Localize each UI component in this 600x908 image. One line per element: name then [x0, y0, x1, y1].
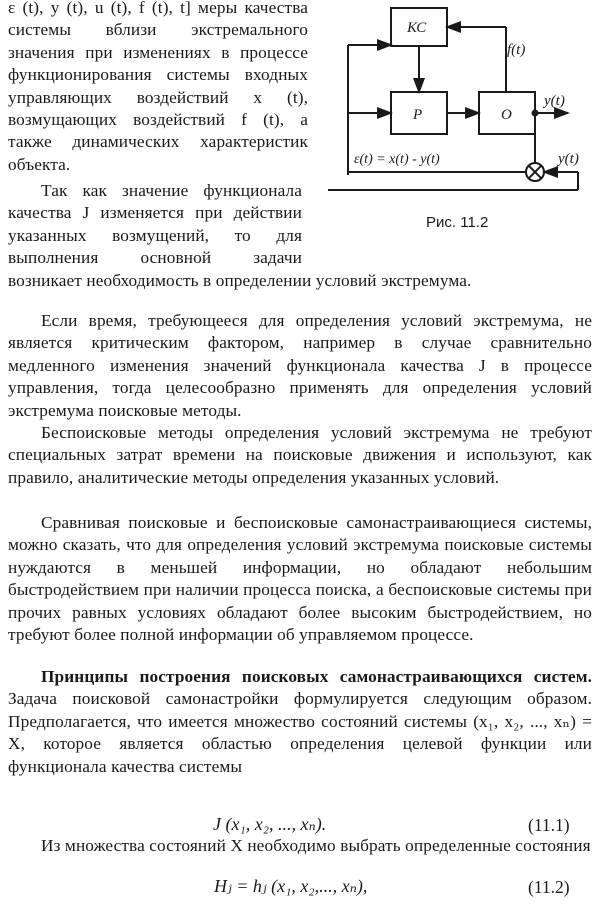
label-eps: ε(t) = x(t) - y(t) — [354, 152, 440, 167]
label-ks: КС — [407, 20, 427, 36]
block-diagram-figure — [308, 0, 598, 215]
paragraph-principles-text: Задача поисковой самонастройки формулируется следующим образом. Предполагается, что имеется множество состояний системы (x₁, x₂, ..., xₙ) = X, которое является областью определения целевой функции или функционала качества системы — [8, 689, 592, 776]
label-o: О — [501, 107, 512, 123]
label-f: f(t) — [507, 42, 526, 58]
equation-11-1: J (x₁, x₂, ..., xₙ). — [213, 814, 327, 834]
equation-11-2-number: (11.2) — [528, 877, 570, 897]
paragraph-comparison: Сравнивая поисковые и беспоисковые самонастраивающиеся системы, можно сказать, что для определения условий экстремума поисковые системы нуждаются в меньшей информации, но обладают небольшим быстродействием при наличии процесса поиска, а беспоисковые системы при прочих равных условиях обладают более высоким быстродействием, но требуют более полной информации об управляемом процессе. — [8, 513, 592, 645]
paragraph-intro: ε (t), y (t), u (t), f (t), t] меры качества системы вблизи экстремального значения при изменениях в процессе функционирования системы входных управляющих воздействий x (t), возмущающих воздействий f (t), а также динамических характеристик объекта. — [8, 0, 308, 174]
label-y-out: y(t) — [544, 93, 565, 109]
equation-11-1-number: (11.1) — [528, 815, 570, 835]
label-p: Р — [413, 107, 423, 123]
equation-11-2: Hⱼ = hⱼ (x₁, x₂,..., xₙ), — [214, 876, 368, 896]
paragraph-principles — [8, 666, 592, 778]
figure-caption: Рис. 11.2 — [426, 214, 489, 231]
paragraph-searchless-methods: Беспоисковые методы определения условий экстремума не требуют специальных затрат времени на поисковые движения и используют, как правило, аналитические методы определения указанных условий. — [8, 423, 592, 487]
paragraph-search-methods: Если время, требующееся для определения условий экстремума, не является критическим фактором, например в случае сравнительно медленного изменения значений функционала качества J в процессе управления, тогда целесообразно применять для определения условий экстремума поисковые методы. — [8, 311, 592, 420]
paragraph-functional-text: Так как значение функционала качества J изменяется при действии указанных возмущений, то для выполнения основной задачи возникает необходимость в определении условий экстремума. — [8, 181, 472, 290]
section-heading: Принципы построения поисковых самонастраивающихся систем. — [41, 667, 592, 686]
paragraph-select-states: Из множества состояний X необходимо выбрать определенные состояния — [41, 836, 591, 855]
label-y-fb: y(t) — [558, 151, 579, 167]
